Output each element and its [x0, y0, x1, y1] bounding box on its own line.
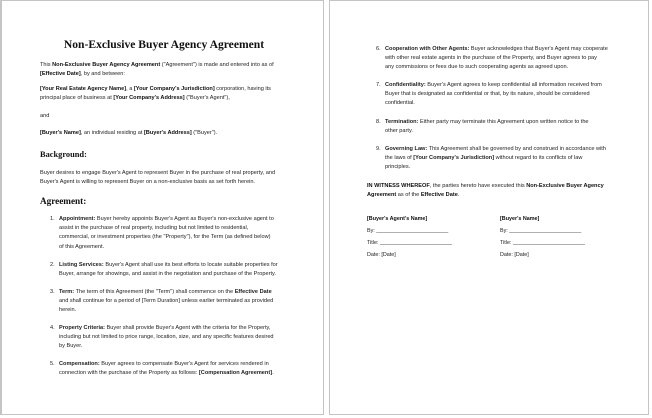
background-line: Buyer desires to engage Buyer's Agent to represent Buyer in the purchase of real property, and	[40, 170, 276, 176]
clause-number: 2.	[50, 262, 55, 268]
clause-text: The term of this Agreement (the "Term") shall commence on the	[74, 289, 235, 295]
party1-paragraph	[40, 85, 271, 103]
clause-number: 4.	[50, 325, 55, 331]
and-text: and	[40, 113, 50, 119]
clause-label: Appointment:	[59, 216, 96, 222]
clause-text: Buyer's Agent agrees to keep confidential all information received from	[425, 82, 602, 88]
signature-block-agent	[367, 215, 452, 263]
signature-title-field[interactable]: Title: ________________________	[367, 240, 452, 246]
signature-by-field[interactable]: By: ________________________	[500, 228, 582, 234]
clause-text: of this Agreement.	[59, 243, 105, 250]
signatory-name: [Buyer's Agent's Name]	[367, 216, 428, 222]
background-heading: Background:	[40, 150, 87, 159]
clause-5	[50, 360, 274, 378]
clause-text: other party.	[385, 128, 413, 135]
clause-text: and shall continue for a period of [Term Duration] unless earlier terminated as provided	[59, 298, 274, 305]
document-title: Non-Exclusive Buyer Agency Agreement	[63, 38, 265, 51]
effective-date-term: Effective Date	[234, 289, 272, 295]
clause-label: Listing Services:	[59, 262, 104, 268]
clause-number: 7.	[376, 82, 381, 88]
clause-text: principles.	[385, 164, 411, 171]
signature-block-buyer	[500, 215, 585, 263]
intro-text: ("Agreement") is made and entered into as of	[160, 62, 274, 68]
clause-text: with other real estate agents in the purchase of the Property, and Buyer agrees to pay	[385, 55, 597, 62]
clause-4	[50, 324, 274, 352]
clause-text: including but not limited to price range, location, size, and any specific features desired	[59, 334, 274, 341]
clause-2	[50, 261, 278, 279]
effective-date-placeholder: [Effective Date]	[40, 71, 81, 78]
background-line: Buyer's Agent is willing to represent Buyer on a non-exclusive basis as set forth herein.	[40, 179, 255, 186]
intro-paragraph	[40, 61, 274, 79]
witness-agreement-name: Agreement	[367, 192, 397, 199]
clause-number: 6.	[376, 46, 381, 52]
clause-label: Compensation:	[59, 361, 100, 367]
clause-text: Buyer, arrange for showings, and assist in the negotiation and purchase of the Property.	[59, 271, 276, 278]
clause-1	[50, 215, 274, 252]
witness-paragraph	[367, 182, 604, 200]
party1-text: principal place of business at	[40, 95, 114, 102]
clause-label: Confidentiality:	[385, 82, 426, 88]
intro-text: , by and between:	[80, 71, 125, 78]
clause-text: Buyer's Agent shall use its best efforts to locate suitable properties for	[103, 262, 278, 268]
clause-number: 1.	[50, 216, 55, 222]
buyer-address-placeholder: [Buyer's Address]	[143, 130, 192, 136]
clause-7	[376, 81, 602, 109]
agreement-heading: Agreement:	[40, 196, 87, 206]
signature-date-field[interactable]: Date: [Date]	[500, 252, 529, 258]
witness-effective-date: Effective Date	[420, 192, 458, 199]
intro-text: This	[40, 62, 53, 68]
clause-number: 5.	[50, 361, 55, 367]
party1-text: ("Buyer's Agent"),	[184, 95, 230, 102]
jurisdiction-placeholder: [Your Company's Jurisdiction]	[413, 155, 495, 162]
party1-text: corporation, having its	[214, 86, 271, 92]
company-address-placeholder: [Your Company's Address]	[113, 95, 185, 102]
clause-label: Governing Law:	[385, 146, 428, 152]
clause-text: Buyer shall provide Buyer's Agent with the criteria for the Property,	[105, 325, 271, 331]
intro-agreement-name: Non-Exclusive Buyer Agency Agreement	[52, 62, 161, 68]
clause-text: This Agreement shall be governed by and construed in accordance with	[427, 146, 606, 152]
clause-text: .	[272, 370, 274, 377]
document-page-1	[0, 0, 324, 415]
party1-text: , a	[126, 86, 134, 92]
party2-paragraph	[40, 129, 217, 138]
clause-text: any commissions or fees due to such cooperating agents as agreed upon.	[385, 64, 569, 71]
clause-text: Either party may terminate this Agreement upon written notice to the	[418, 119, 589, 125]
clause-9	[376, 145, 606, 173]
signature-title-field[interactable]: Title: ________________________	[500, 240, 585, 246]
clause-label: Term:	[59, 289, 75, 295]
witness-text: as of the	[396, 192, 421, 199]
clause-number: 8.	[376, 119, 381, 125]
clause-label: Property Criteria:	[59, 325, 106, 331]
party2-text: , an individual residing at	[80, 130, 144, 136]
buyer-name-placeholder: [Buyer's Name]	[40, 130, 81, 136]
clause-text: the laws of	[385, 155, 414, 162]
signatory-name: [Buyer's Name]	[500, 216, 540, 222]
background-paragraph	[40, 169, 275, 187]
jurisdiction-placeholder: [Your Company's Jurisdiction]	[133, 86, 215, 92]
compensation-placeholder: [Compensation Agreement]	[198, 370, 273, 377]
clause-number: 3.	[50, 289, 55, 295]
clause-text: commercial, or investment properties (the "Property"), for the Term (as defined below)	[59, 234, 271, 241]
clause-number: 9.	[376, 146, 381, 152]
witness-text: .	[457, 192, 460, 199]
clause-text: assist in the purchase of real property, including but not limited to residential,	[59, 225, 249, 232]
clause-6	[376, 45, 608, 73]
clause-text: connection with the purchase of the Property as follows:	[59, 370, 199, 377]
clause-text: confidential.	[385, 100, 415, 107]
witness-text: , the parties hereto have executed this	[429, 183, 527, 189]
clause-text: Buyer hereby appoints Buyer's Agent as Buyer's non-exclusive agent to	[95, 216, 274, 222]
clause-3	[50, 288, 274, 316]
document-page-2	[329, 0, 649, 415]
signature-date-field[interactable]: Date: [Date]	[367, 252, 396, 258]
witness-heading: IN WITNESS WHEREOF	[367, 183, 430, 189]
clause-text: Buyer acknowledges that Buyer's Agent may cooperate	[469, 46, 608, 52]
party2-text: ("Buyer").	[191, 130, 218, 136]
clause-label: Cooperation with Other Agents:	[385, 46, 470, 52]
clause-text: without regard to its conflicts of law	[494, 155, 583, 162]
clause-text: by Buyer.	[59, 343, 83, 350]
clause-8	[376, 118, 589, 136]
clause-text: herein.	[59, 307, 77, 314]
witness-agreement-name: Non-Exclusive Buyer Agency	[526, 183, 604, 189]
clause-label: Termination:	[385, 119, 419, 125]
clause-text: Buyer that is designated as confidential or that, by its nature, should be considered	[385, 91, 590, 98]
clause-text: Buyer agrees to compensate Buyer's Agent for services rendered in	[99, 361, 269, 367]
signature-by-field[interactable]: By: ________________________	[367, 228, 449, 234]
agency-name-placeholder: [Your Real Estate Agency Name]	[40, 86, 127, 92]
